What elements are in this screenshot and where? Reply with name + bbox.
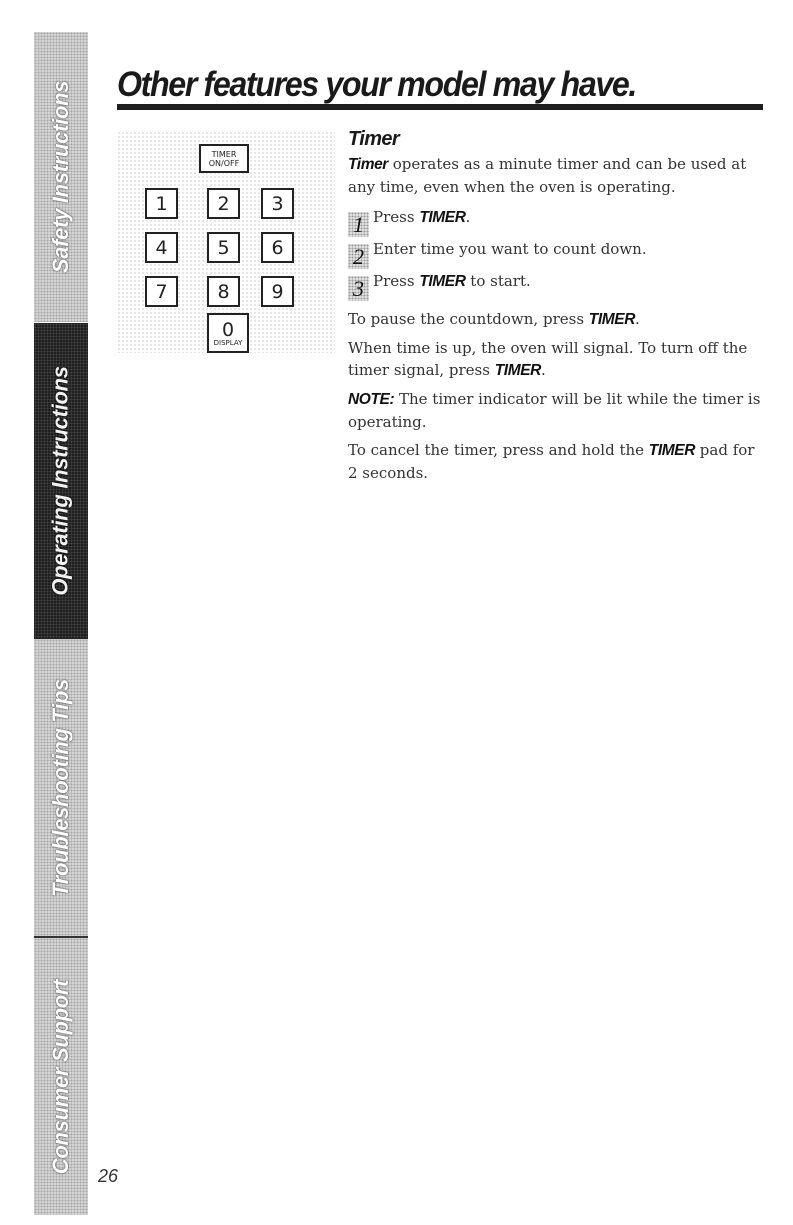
tab-consumer-support[interactable] (34, 938, 88, 1215)
step-number-3: 3 (348, 276, 369, 301)
key-9: 9 (261, 276, 294, 307)
step-number-1: 1 (348, 212, 369, 237)
key-4: 4 (145, 232, 178, 263)
tab-label: Consumer Support (48, 979, 73, 1174)
cancel-paragraph: To cancel the timer, press and hold the TIMER pad for 2 seconds. (348, 441, 755, 482)
tab-troubleshooting-tips[interactable] (34, 639, 88, 936)
timer-section (348, 128, 768, 484)
key-2: 2 (207, 188, 240, 219)
key-3: 3 (261, 188, 294, 219)
step-1: 1 Press TIMER. (348, 206, 768, 238)
key-0-display (207, 313, 249, 353)
intro-paragraph: Timer operates as a minute timer and can be used at any time, even when the oven is operating. (348, 155, 747, 196)
display-key-label: DISPLAY (213, 338, 243, 347)
tab-label: Safety Instructions (48, 80, 73, 274)
on-off-key-label: ON/OFF (208, 158, 240, 168)
tab-label: Operating Instructions (48, 366, 73, 596)
timer-key-label: TIMER (211, 149, 237, 159)
note-paragraph: NOTE: The timer indicator will be lit while the timer is operating. (348, 390, 761, 431)
keypad-illustration (117, 131, 335, 353)
tab-safety-instructions[interactable] (34, 32, 88, 322)
key-7: 7 (145, 276, 178, 307)
step-2: 2 Enter time you want to count down. (348, 238, 768, 270)
section-tabs (34, 32, 88, 1215)
step-3: 3 Press TIMER to start. (348, 270, 768, 302)
page-number: 26 (98, 1166, 119, 1186)
title-rule (117, 104, 763, 110)
step-number-2: 2 (348, 244, 369, 269)
key-8: 8 (207, 276, 240, 307)
pause-paragraph: To pause the countdown, press TIMER. (348, 310, 640, 328)
timer-on-off-key (199, 144, 249, 173)
page-title: Other features your model may have. (117, 65, 636, 104)
key-1: 1 (145, 188, 178, 219)
tab-label: Troubleshooting Tips (48, 678, 74, 897)
time-up-paragraph: When time is up, the oven will signal. To turn off the timer signal, press TIMER. (348, 339, 748, 379)
key-6: 6 (261, 232, 294, 263)
zero-key-label: 0 (221, 318, 235, 341)
tab-operating-instructions[interactable] (34, 323, 88, 639)
key-5: 5 (207, 232, 240, 263)
section-heading: Timer (348, 128, 400, 150)
